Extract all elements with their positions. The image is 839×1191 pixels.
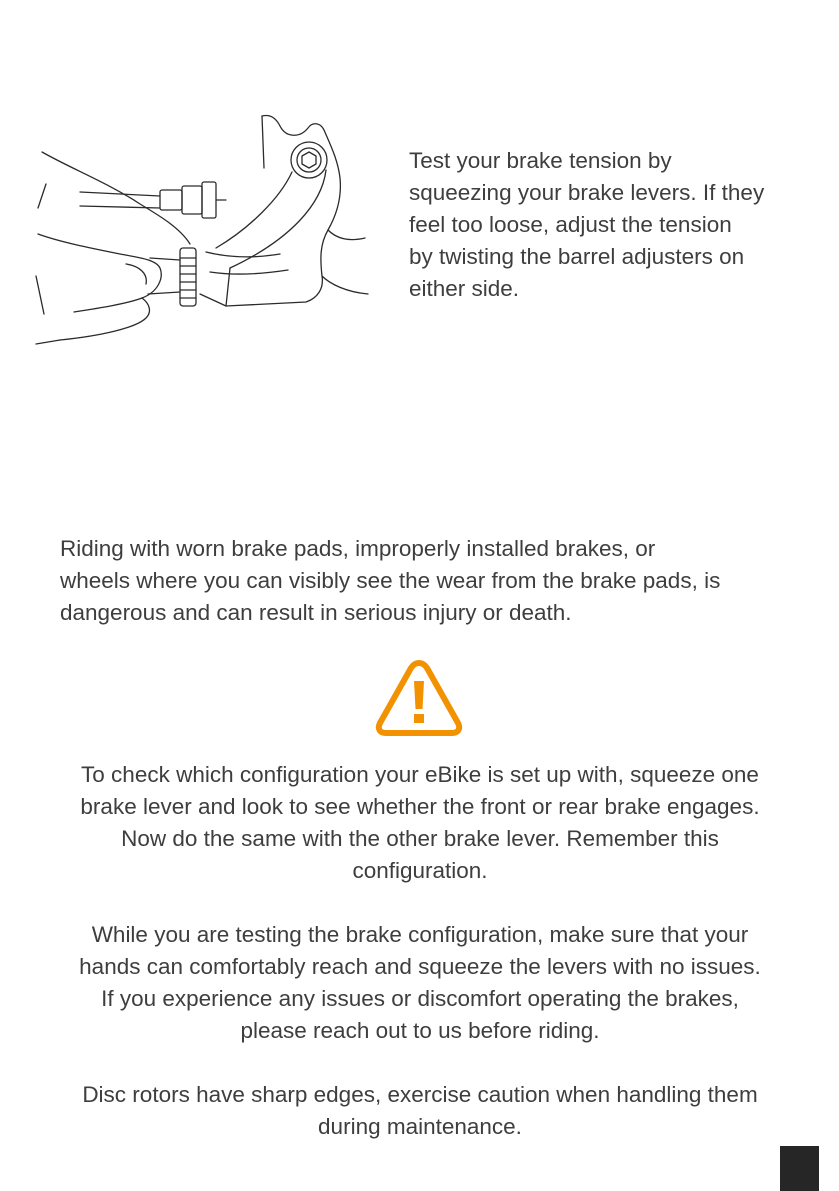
lever-comfort-paragraph (40, 919, 800, 1047)
paragraph-line: Now do the same with the other brake lever. Remember this (121, 826, 719, 851)
intro-line: feel too loose, adjust the tension (409, 212, 732, 237)
warning-triangle-icon (374, 657, 464, 737)
paragraph-line: brake lever and look to see whether the front or rear brake engages. (80, 794, 760, 819)
paragraph-line: If you experience any issues or discomfort operating the brakes, (101, 986, 739, 1011)
warning-line: dangerous and can result in serious injury or death. (60, 600, 572, 625)
warning-line: wheels where you can visibly see the wear from the brake pads, is (60, 568, 721, 593)
intro-line: either side. (409, 276, 520, 301)
brake-lever-hand-illustration (30, 108, 375, 353)
brake-tension-instructions (409, 145, 809, 305)
paragraph-line: please reach out to us before riding. (240, 1018, 600, 1043)
page-edge-tab (780, 1146, 819, 1191)
intro-line: Test your brake tension by (409, 148, 672, 173)
warning-line: Riding with worn brake pads, improperly installed brakes, or (60, 536, 656, 561)
intro-line: squeezing your brake levers. If they (409, 180, 765, 205)
paragraph-line: hands can comfortably reach and squeeze the levers with no issues. (79, 954, 761, 979)
safety-warning-text (60, 533, 800, 629)
paragraph-line: during maintenance. (318, 1114, 522, 1139)
paragraph-line: configuration. (352, 858, 488, 883)
paragraph-line: To check which configuration your eBike is set up with, squeeze one (81, 762, 759, 787)
paragraph-line: Disc rotors have sharp edges, exercise caution when handling them (82, 1082, 758, 1107)
configuration-check-paragraph (40, 759, 800, 887)
intro-line: by twisting the barrel adjusters on (409, 244, 745, 269)
paragraph-line: While you are testing the brake configuration, make sure that your (91, 922, 749, 947)
disc-rotor-caution-paragraph (40, 1079, 800, 1143)
